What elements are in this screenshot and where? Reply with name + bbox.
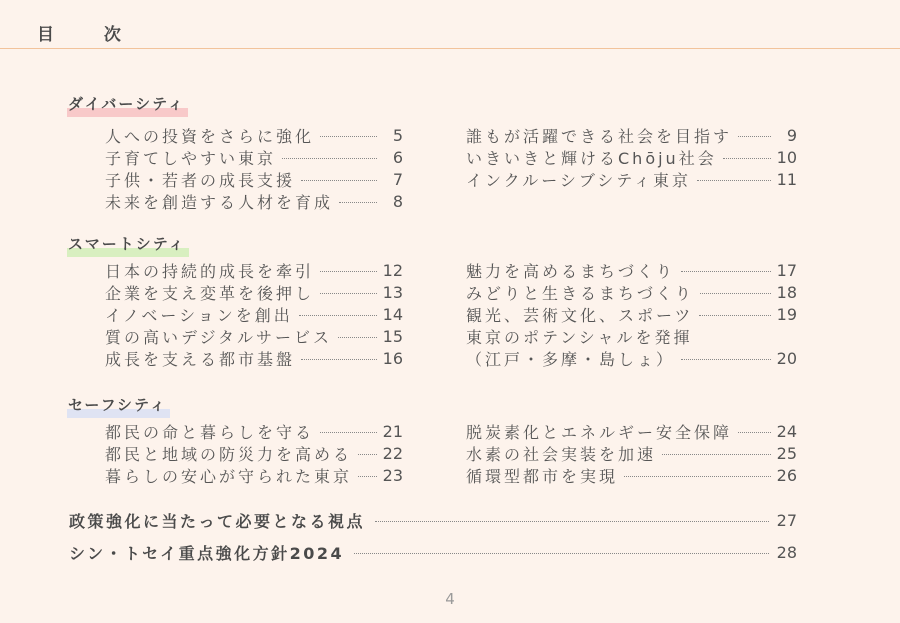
section-title-diversity: ダイバーシティ bbox=[67, 93, 188, 114]
toc-entry[interactable]: 企業を支え変革を後押し 13 bbox=[105, 282, 403, 303]
leader-dots bbox=[624, 476, 771, 477]
leader-dots bbox=[738, 136, 771, 137]
toc-entry[interactable]: いきいきと輝けるChōju社会 10 bbox=[466, 147, 797, 168]
toc-entry[interactable]: 都民の命と暮らしを守る 21 bbox=[105, 421, 403, 442]
toc-entry[interactable]: 暮らしの安心が守られた東京 23 bbox=[105, 465, 403, 486]
toc-entry[interactable]: 観光、芸術文化、スポーツ 19 bbox=[466, 304, 797, 325]
leader-dots bbox=[301, 359, 377, 360]
leader-dots bbox=[358, 476, 377, 477]
page-number: 4 bbox=[445, 590, 455, 608]
toc-entry[interactable]: 水素の社会実装を加速 25 bbox=[466, 443, 797, 464]
page-title: 目 次 bbox=[37, 25, 143, 45]
section-title-smart: スマートシティ bbox=[67, 233, 189, 254]
toc-entry[interactable]: 日本の持続的成長を牽引 12 bbox=[105, 260, 403, 281]
leader-dots bbox=[301, 180, 377, 181]
toc-entry[interactable]: 質の高いデジタルサービス 15 bbox=[105, 326, 403, 347]
toc-entry[interactable]: 子供・若者の成長支援 7 bbox=[105, 169, 403, 190]
leader-dots bbox=[339, 202, 377, 203]
toc-entry[interactable]: 成長を支える都市基盤 16 bbox=[105, 348, 403, 369]
toc-entry[interactable]: 人への投資をさらに強化 5 bbox=[105, 125, 403, 146]
toc-entry[interactable]: 未来を創造する人材を育成 8 bbox=[105, 191, 403, 212]
leader-dots bbox=[738, 432, 771, 433]
leader-dots bbox=[697, 180, 771, 181]
leader-dots bbox=[358, 454, 377, 455]
leader-dots bbox=[699, 315, 771, 316]
leader-dots bbox=[681, 359, 771, 360]
header bbox=[0, 0, 900, 49]
toc-entry[interactable]: イノベーションを創出 14 bbox=[105, 304, 403, 325]
toc-entry[interactable]: 東京のポテンシャルを発揮 （江戸・多摩・島しょ） 20 bbox=[466, 328, 797, 369]
toc-entry[interactable]: 循環型都市を実現 26 bbox=[466, 465, 797, 486]
leader-dots bbox=[662, 454, 771, 455]
leader-dots bbox=[282, 158, 377, 159]
leader-dots bbox=[681, 271, 771, 272]
toc-entry-bold[interactable]: シン・トセイ重点強化方針2024 28 bbox=[69, 542, 797, 563]
toc-entry[interactable]: 脱炭素化とエネルギー安全保障 24 bbox=[466, 421, 797, 442]
leader-dots bbox=[700, 293, 771, 294]
toc-entry[interactable]: インクルーシブシティ東京 11 bbox=[466, 169, 797, 190]
leader-dots bbox=[338, 337, 377, 338]
leader-dots bbox=[375, 521, 769, 522]
leader-dots bbox=[320, 432, 377, 433]
section-title-safe: セーフシティ bbox=[67, 394, 170, 415]
toc-entry[interactable]: 誰もが活躍できる社会を目指す 9 bbox=[466, 125, 797, 146]
leader-dots bbox=[320, 136, 377, 137]
toc-entry[interactable]: 子育てしやすい東京 6 bbox=[105, 147, 403, 168]
leader-dots bbox=[723, 158, 771, 159]
leader-dots bbox=[320, 271, 377, 272]
toc-entry[interactable]: 都民と地域の防災力を高める 22 bbox=[105, 443, 403, 464]
leader-dots bbox=[320, 293, 377, 294]
leader-dots bbox=[299, 315, 377, 316]
toc-entry[interactable]: 魅力を高めるまちづくり 17 bbox=[466, 260, 797, 281]
toc-entry-bold[interactable]: 政策強化に当たって必要となる視点 27 bbox=[69, 510, 797, 531]
toc-entry[interactable]: みどりと生きるまちづくり 18 bbox=[466, 282, 797, 303]
leader-dots bbox=[354, 553, 769, 554]
